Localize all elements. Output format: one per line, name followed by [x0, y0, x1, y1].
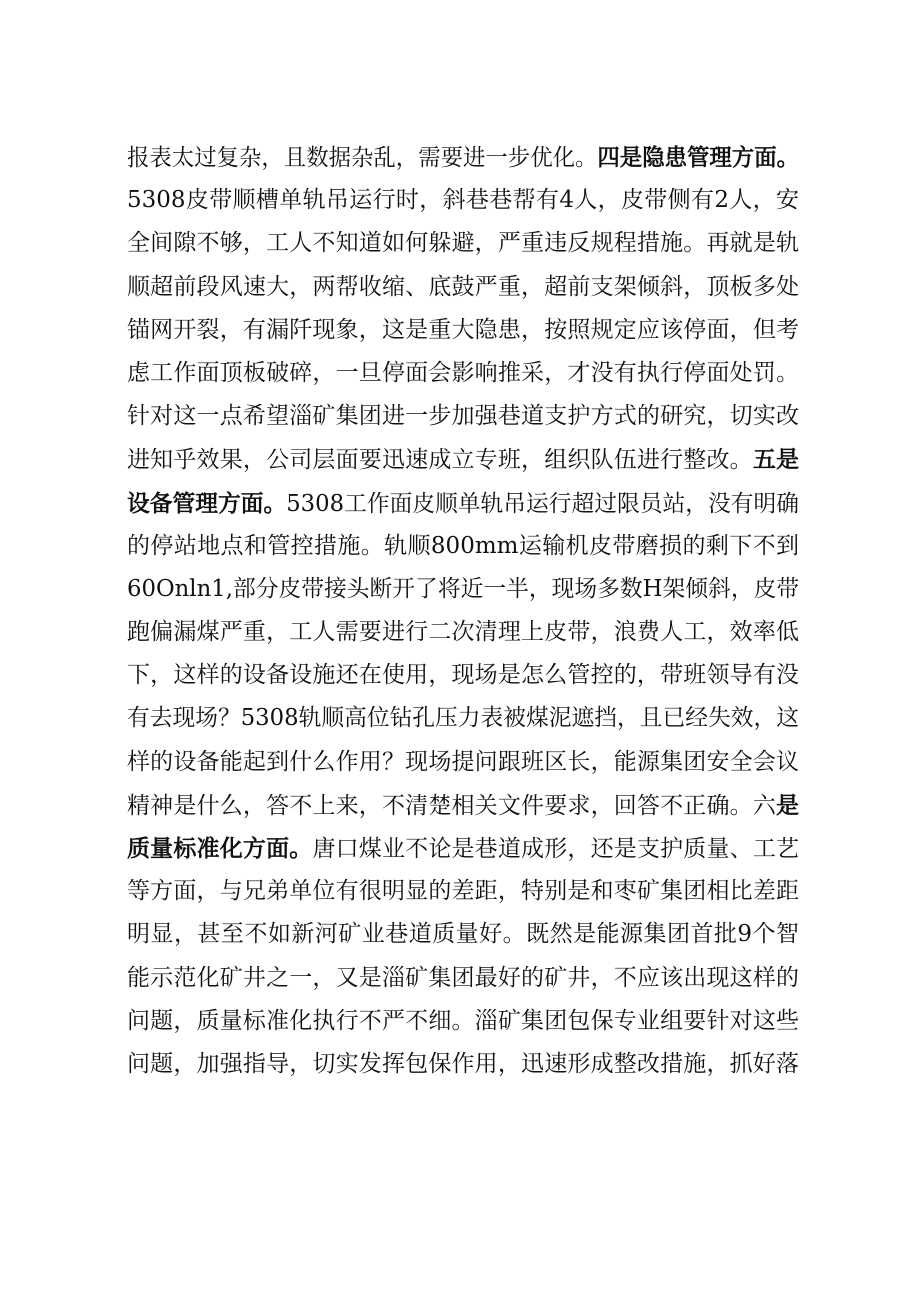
text-line: [127, 395, 799, 438]
bold-heading-text: 质量标准化方面。: [127, 835, 313, 862]
text-line: [127, 784, 799, 827]
text-line: [127, 179, 799, 222]
bold-heading-text: 设备管理方面。: [127, 489, 287, 517]
body-text: 跑偏漏煤严重，工人需要进行二次清理上皮带，浪费人工，效率低: [127, 619, 799, 646]
text-line: [127, 827, 799, 870]
bold-heading-text: 是: [776, 791, 799, 819]
body-text: 60Onln1,部分皮带接头断开了将近一半，现场多数H架倾斜，皮带: [127, 575, 800, 602]
body-text: 样的设备能起到什么作用？现场提问跟班区长，能源集团安全会议: [127, 748, 799, 775]
body-text: 5308工作面皮顺单轨吊运行超过限员站，没有明确: [286, 490, 799, 517]
text-line: [127, 438, 799, 481]
text-line: [127, 697, 799, 740]
body-text: 明显，甚至不如新河矿业巷道质量好。既然是能源集团首批9个智: [127, 921, 799, 948]
text-line: [127, 1043, 799, 1086]
body-text: 报表太过复杂，且数据杂乱，需要进一步优化。: [127, 145, 598, 171]
text-line: [127, 741, 799, 784]
body-text: 针对这一点希望淄矿集团进一步加强巷道支护方式的研究，切实改: [127, 403, 799, 430]
body-paragraph: [127, 136, 799, 1086]
text-line: [127, 870, 799, 913]
bold-heading-text: 四是隐患管理方面。: [597, 144, 799, 171]
body-text: 进知乎效果，公司层面要迅速成立专班，组织队伍进行整改。: [127, 447, 753, 474]
text-line: [127, 568, 799, 611]
text-line: [127, 1000, 799, 1043]
text-line: [127, 913, 799, 956]
body-text: 全间隙不够，工人不知道如何躲避，严重违反规程措施。再就是轨: [127, 230, 799, 257]
body-text: 虑工作面顶板破碎，一旦停面会影响推采，才没有执行停面处罚。: [127, 359, 799, 386]
text-line: [127, 309, 799, 352]
body-text: 能示范化矿井之一，又是淄矿集团最好的矿井，不应该出现这样的: [127, 964, 799, 991]
body-text: 下，这样的设备设施还在使用，现场是怎么管控的，带班领导有没: [127, 662, 799, 689]
text-line: [127, 136, 799, 179]
body-text: 问题，加强指导，切实发挥包保作用，迅速形成整改措施，抓好落: [127, 1050, 799, 1077]
text-line: [127, 611, 799, 654]
body-text: 锚网开裂，有漏阡现象，这是重大隐患，按照规定应该停面，但考: [127, 316, 799, 343]
body-text: 5308皮带顺槽单轨吊运行时，斜巷巷帮有4人，皮带侧有2人，安: [127, 187, 799, 214]
text-line: [127, 352, 799, 395]
text-line: [127, 957, 799, 1000]
body-text: 精神是什么，答不上来，不清楚相关文件要求，回答不正确。六: [127, 792, 776, 819]
text-line: [127, 266, 799, 309]
body-text: 的停站地点和管控措施。轨顺800mm运输机皮带磨损的剩下不到: [127, 532, 799, 559]
text-line: [127, 222, 799, 265]
body-text: 唐口煤业不论是巷道成形，还是支护质量、工艺: [312, 836, 800, 862]
body-text: 顺超前段风速大，两帮收缩、底鼓严重，超前支架倾斜，顶板多处: [127, 273, 799, 300]
text-line: [127, 654, 799, 697]
text-line: [127, 482, 799, 525]
body-text: 有去现场？5308轨顺高位钻孔压力表被煤泥遮挡，且已经失效，这: [127, 705, 799, 732]
body-text: 问题，质量标准化执行不严不细。淄矿集团包保专业组要针对这些: [127, 1007, 799, 1034]
bold-heading-text: 五是: [752, 446, 800, 474]
text-line: [127, 525, 799, 568]
body-text: 等方面，与兄弟单位有很明显的差距，特别是和枣矿集团相比差距: [127, 878, 799, 905]
